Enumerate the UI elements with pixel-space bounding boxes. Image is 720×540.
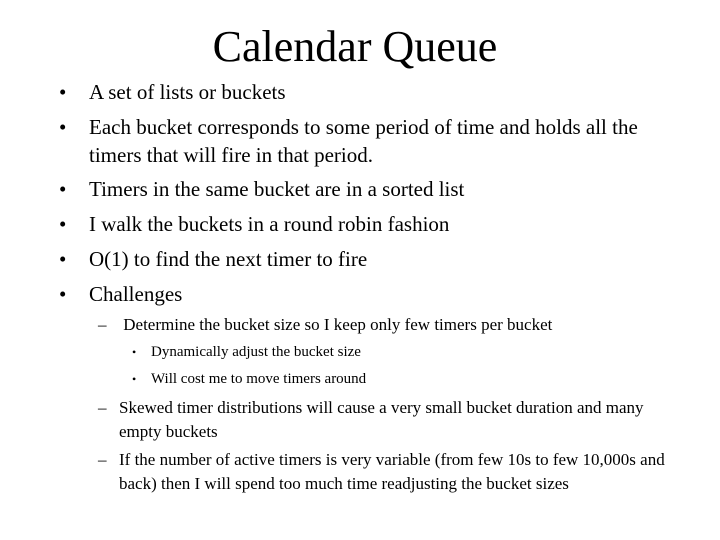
bullet-glyph: • (59, 212, 67, 236)
bullet-text: Challenges (89, 282, 183, 306)
bullet-text: Timers in the same bucket are in a sorted list (89, 177, 465, 201)
sub-bullet-text: Determine the bucket size so I keep only few timers per bucket (119, 315, 553, 334)
sub-bullet-text: Skewed timer distributions will cause a very small bucket duration and many empty buckets (119, 398, 644, 441)
sub-sub-bullet-text: Will cost me to move timers around (151, 371, 367, 387)
bullet-text: A set of lists or buckets (89, 80, 286, 104)
bullet-glyph: • (59, 247, 67, 271)
sub-bullet-glyph: – (98, 315, 107, 334)
sub-bullet-text: If the number of active timers is very variable (from few 10s to few 10,000s and back) then I will spend too much time readjusting the bucket sizes (119, 450, 665, 493)
sub-sub-bullet-text: Dynamically adjust the bucket size (151, 344, 361, 360)
bullet-glyph: • (59, 80, 67, 104)
bullet-glyph: • (59, 177, 67, 201)
bullet-text: O(1) to find the next timer to fire (89, 247, 368, 271)
sub-sub-bullet-glyph: • (132, 345, 137, 359)
sub-bullet-glyph: – (98, 450, 107, 469)
slide-title: Calendar Queue (212, 22, 498, 71)
sub-sub-bullet-glyph: • (132, 372, 137, 386)
bullet-text: I walk the buckets in a round robin fashion (89, 212, 450, 236)
bullet-glyph: • (59, 115, 67, 139)
bullet-glyph: • (59, 282, 67, 306)
sub-bullet-glyph: – (98, 398, 107, 417)
bullet-text: Each bucket corresponds to some period of time and holds all the timers that will fire in that period. (89, 115, 638, 167)
